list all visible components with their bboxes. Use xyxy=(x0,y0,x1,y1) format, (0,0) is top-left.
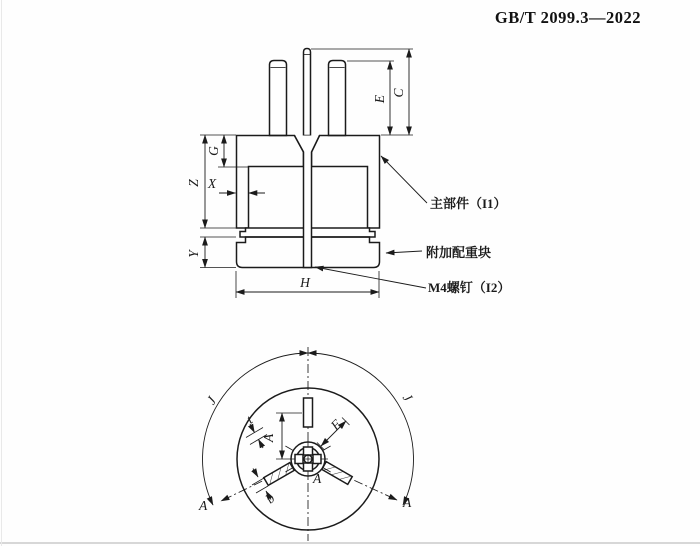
leader-screw xyxy=(315,267,426,288)
dim-label-J-left: J xyxy=(203,393,220,408)
pin-right xyxy=(329,61,346,136)
dimension-arc-left xyxy=(202,353,308,505)
main-part-body-right xyxy=(312,136,380,229)
hub-cross-slot-w xyxy=(295,455,303,464)
hub-cross-slot-e xyxy=(313,455,321,464)
dim-label-t: t xyxy=(243,412,256,427)
hub-cross-slot-s xyxy=(304,463,313,471)
dim-label-C: C xyxy=(391,88,406,98)
slot-lower-left xyxy=(264,463,294,486)
main-part-body-left xyxy=(237,136,304,229)
hub-spoke-nw xyxy=(285,446,293,451)
dim-label-E: E xyxy=(372,94,387,104)
callout-main-part: 主部件（I1） xyxy=(430,196,507,211)
dimension-arc-right xyxy=(308,353,414,505)
section-view xyxy=(186,49,510,299)
dim-label-J-right: J xyxy=(399,390,416,405)
section-label-A-left: A xyxy=(199,498,208,513)
screw-stem xyxy=(295,136,320,268)
dim-label-G: G xyxy=(206,146,221,156)
leader-main-part xyxy=(381,156,427,203)
page-scan-edge-left xyxy=(1,0,2,546)
section-label-A-right: A xyxy=(403,495,412,510)
standard-number: GB/T 2099.3—2022 xyxy=(494,8,641,27)
dim-label-A: A xyxy=(261,433,276,443)
dim-label-Z: Z xyxy=(186,179,201,187)
pin-center xyxy=(304,49,311,136)
slot-lower-right xyxy=(322,462,352,485)
dim-label-H: H xyxy=(300,275,310,290)
axis-label-A: A xyxy=(313,471,322,486)
callout-screw: M4螺钉（I2） xyxy=(428,280,511,295)
page-scan-edge-bottom xyxy=(0,542,700,544)
dim-arrow-b-upper xyxy=(253,469,258,478)
pin-left xyxy=(270,61,287,136)
callout-weight-block: 附加配重块 xyxy=(426,245,492,260)
dim-label-F: F xyxy=(327,416,345,434)
dim-label-b: b xyxy=(262,490,278,507)
dim-label-Y: Y xyxy=(186,250,201,258)
leader-weight-block xyxy=(386,251,422,253)
hub-cross-slot-n xyxy=(304,447,313,455)
dim-label-X: X xyxy=(207,176,217,191)
bottom-view xyxy=(198,347,416,541)
earth-slot xyxy=(304,398,313,427)
